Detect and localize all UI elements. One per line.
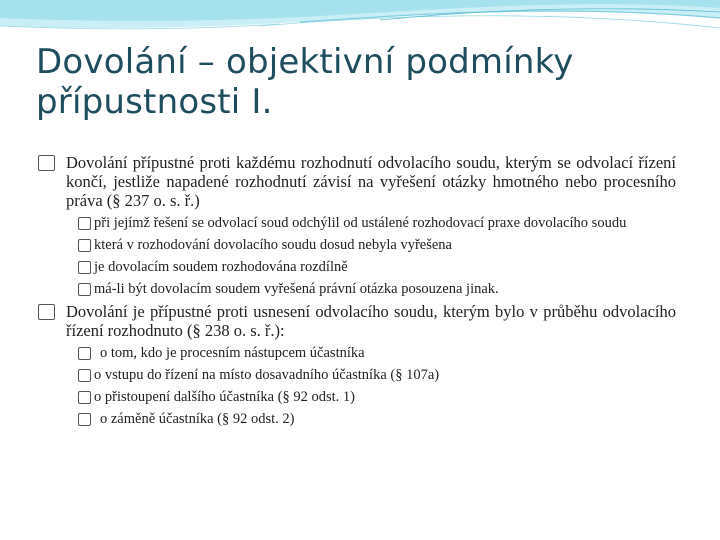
bullet-sub [78, 410, 676, 428]
bullet-box-icon [78, 239, 91, 252]
bullet-sub-text: o přistoupení dalšího účastníka (§ 92 odst. 1) [94, 389, 355, 405]
bullet-sub [78, 366, 676, 384]
bullet-sub-text: má-li být dovolacím soudem vyřešená právní otázka posouzena jinak. [94, 281, 499, 297]
bullet-sub [78, 214, 676, 232]
bullet-box-icon [78, 391, 91, 404]
bullet-box-icon [38, 155, 55, 171]
bullet-main [36, 302, 676, 340]
bullet-box-icon [38, 304, 55, 320]
slide-title: Dovolání – objektivní podmínky přípustnosti I. [36, 42, 574, 122]
bullet-sub-text: o vstupu do řízení na místo dosavadního účastníka (§ 107a) [94, 367, 440, 383]
bullet-sub [78, 258, 676, 276]
bullet-sub-text: při jejímž řešení se odvolací soud odchýlil od ustálené rozhodovací praxe dovolacího soudu [94, 215, 627, 231]
bullet-sub-text: o záměně účastníka (§ 92 odst. 2) [100, 411, 295, 427]
bullet-sub-text: která v rozhodování dovolacího soudu dosud nebyla vyřešena [94, 237, 452, 253]
bullet-box-icon [78, 283, 91, 296]
slide-content [36, 153, 676, 432]
bullet-box-icon [78, 369, 91, 382]
bullet-sub-text: je dovolacím soudem rozhodována rozdílně [94, 259, 348, 275]
bullet-sub [78, 236, 676, 254]
bullet-box-icon [78, 217, 91, 230]
bullet-box-icon [78, 261, 91, 274]
bullet-sub-text: o tom, kdo je procesním nástupcem účastníka [100, 345, 365, 361]
bullet-main [36, 153, 676, 210]
bullet-sub [78, 280, 676, 298]
bullet-sub [78, 388, 676, 406]
bullet-box-icon [78, 413, 91, 426]
bullet-box-icon [78, 347, 91, 360]
bullet-main-text: Dovolání přípustné proti každému rozhodnutí odvolacího soudu, kterým se odvolací řízení končí, jestliže napadené rozhodnutí závisí na vyřešení otázky hmotného nebo procesního práva (§ 237 o. s. ř.) [66, 153, 676, 210]
bullet-sub [78, 344, 676, 362]
bullet-main-text: Dovolání je přípustné proti usnesení odvolacího soudu, kterým bylo v průběhu odvolacího řízení rozhodnuto (§ 238 o. s. ř.): [66, 302, 676, 340]
